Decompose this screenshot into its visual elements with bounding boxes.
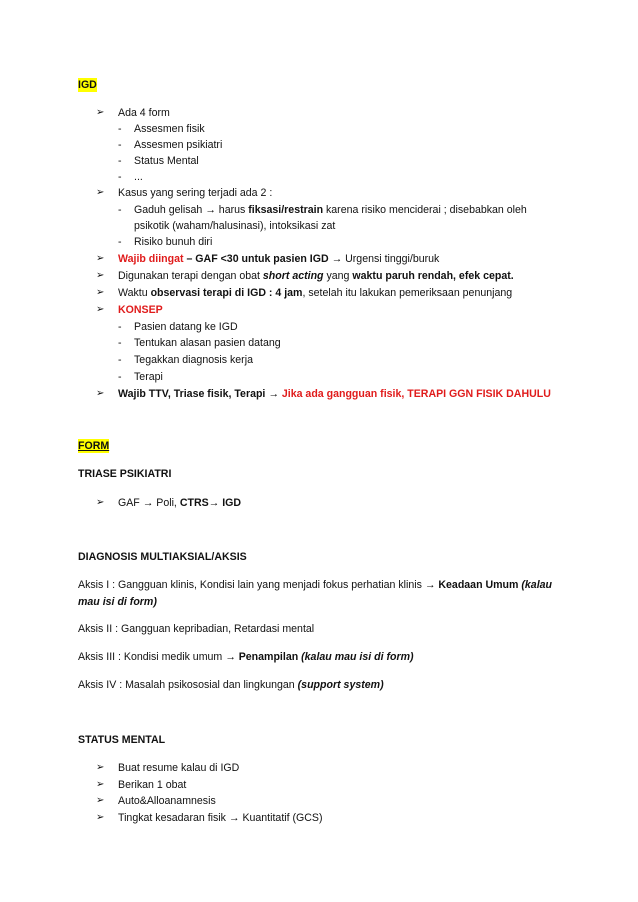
bullet-icon: ➢ — [96, 795, 105, 806]
bullet-icon: ➢ — [96, 779, 105, 790]
bullet-text: Buat resume kalau di IGD — [118, 762, 240, 774]
arrow-icon: → — [208, 497, 220, 509]
bullet-icon: ➢ — [96, 497, 105, 508]
dash-icon: - — [118, 155, 122, 167]
arrow-icon: → — [331, 253, 343, 265]
subheading-status-mental: STATUS MENTAL — [78, 734, 166, 746]
dash-icon: - — [118, 337, 122, 349]
bullet-text: Kasus yang sering terjadi ada 2 : — [118, 187, 273, 199]
subheading-diagnosis: DIAGNOSIS MULTIAKSIAL/AKSIS — [78, 551, 247, 563]
list-item-continuation: psikotik (waham/halusinasi), intoksikasi zat — [134, 220, 336, 232]
subheading-triase: TRIASE PSIKIATRI — [78, 468, 172, 480]
list-item: Assesmen fisik — [134, 123, 205, 135]
bullet-icon: ➢ — [96, 187, 105, 198]
arrow-icon: → — [268, 388, 279, 400]
bullet-text: KONSEP — [118, 304, 163, 316]
axis-line: Aksis III : Kondisi medik umum → Penampilan (kalau mau isi di form) — [78, 651, 414, 663]
section-heading-igd: IGD — [78, 79, 97, 91]
dash-icon: - — [118, 204, 122, 216]
bullet-text: Ada 4 form — [118, 107, 170, 119]
list-item: Pasien datang ke IGD — [134, 321, 238, 333]
list-item: Assesmen psikiatri — [134, 139, 223, 151]
bullet-icon: ➢ — [96, 762, 105, 773]
dash-icon: - — [118, 321, 122, 333]
arrow-icon: → — [142, 497, 154, 509]
list-item: ... — [134, 171, 143, 183]
bullet-icon: ➢ — [96, 388, 105, 399]
axis-line: Aksis IV : Masalah psikososial dan lingkungan (support system) — [78, 679, 384, 691]
bullet-text: Berikan 1 obat — [118, 779, 187, 791]
bullet-text: Auto&Alloanamnesis — [118, 795, 216, 807]
axis-line-continuation: mau isi di form) — [78, 596, 157, 608]
bullet-text: Wajib TTV, Triase fisik, Terapi → Jika ada gangguan fisik, TERAPI GGN FISIK DAHULU — [118, 388, 551, 400]
list-item: Risiko bunuh diri — [134, 236, 213, 248]
bullet-text: Wajib diingat – GAF <30 untuk pasien IGD → Urgensi tinggi/buruk — [118, 253, 440, 265]
bullet-icon: ➢ — [96, 812, 105, 823]
bullet-text: Waktu observasi terapi di IGD : 4 jam, setelah itu lakukan pemeriksaan penunjang — [118, 287, 513, 299]
list-item: Gaduh gelisah → harus fiksasi/restrain karena risiko menciderai ; disebabkan oleh — [134, 204, 527, 216]
bullet-icon: ➢ — [96, 287, 105, 298]
dash-icon: - — [118, 171, 122, 183]
list-item: Tentukan alasan pasien datang — [134, 337, 281, 349]
axis-line: Aksis II : Gangguan kepribadian, Retardasi mental — [78, 623, 315, 635]
arrow-icon: → — [228, 812, 240, 824]
dash-icon: - — [118, 123, 122, 135]
arrow-icon: → — [225, 651, 236, 663]
list-item: Terapi — [134, 371, 163, 383]
bullet-text: Tingkat kesadaran fisik → Kuantitatif (GCS) — [118, 812, 323, 824]
dash-icon: - — [118, 236, 122, 248]
list-item: Tegakkan diagnosis kerja — [134, 354, 253, 366]
bullet-icon: ➢ — [96, 270, 105, 281]
axis-line: Aksis I : Gangguan klinis, Kondisi lain yang menjadi fokus perhatian klinis → Keadaan Umum (kalau — [78, 579, 553, 591]
dash-icon: - — [118, 371, 122, 383]
bullet-icon: ➢ — [96, 304, 105, 315]
arrow-icon: → — [424, 579, 436, 591]
bullet-icon: ➢ — [96, 253, 105, 264]
dash-icon: - — [118, 139, 122, 151]
section-heading-form: FORM — [78, 440, 110, 452]
list-item: Status Mental — [134, 155, 199, 167]
bullet-text: GAF → Poli, CTRS→ IGD — [118, 497, 242, 509]
arrow-icon: → — [205, 204, 216, 216]
dash-icon: - — [118, 354, 122, 366]
bullet-icon: ➢ — [96, 107, 105, 118]
bullet-text: Digunakan terapi dengan obat short acting yang waktu paruh rendah, efek cepat. — [118, 270, 514, 282]
